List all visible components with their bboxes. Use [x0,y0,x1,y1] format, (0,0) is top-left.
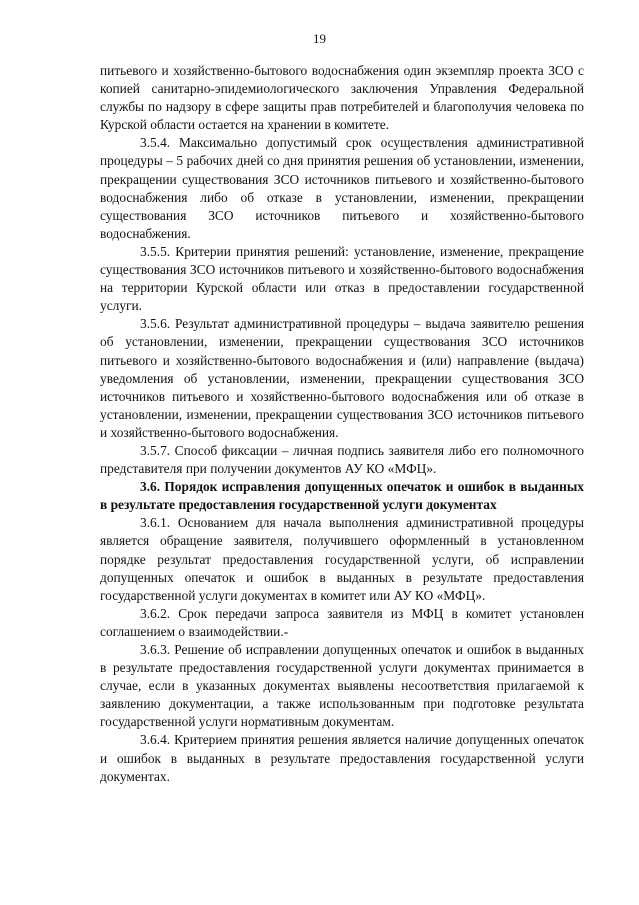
paragraph-3-5-6: 3.5.6. Результат административной процедуры – выдача заявителю решения об установлении, изменении, прекращении существования ЗСО источников питьевого и хозяйственно-бытового водоснабжения и (или) направление (выдача) уведомления об установлении, изменении, прекращении существования ЗСО источников питьевого и хозяйственно-бытового водоснабжения или об отказе в установлении, изменении, прекращении существования ЗСО источников питьевого и хозяйственно-бытового водоснабжения. [100,316,584,440]
paragraph-3-6-3: 3.6.3. Решение об исправлении допущенных опечаток и ошибок в выданных в результате предоставления государственной услуги документах принимается в случае, если в указанных документах выявлены несоответствия прилагаемой к заявлению документации, а также использованным при подготовке результата государственной услуги нормативным документам. [100,642,584,730]
section-heading-3-6: 3.6. Порядок исправления допущенных опечаток и ошибок в выданных в результате предоставления государственной услуги документах [100,479,584,513]
paragraph-3-5-5: 3.5.5. Критерии принятия решений: установление, изменение, прекращение существования ЗСО источников питьевого и хозяйственно-бытового водоснабжения на территории Курской области или отказ в предоставлении государственной услуги. [100,243,584,314]
page-number: 19 [313,31,326,46]
paragraph-3-6-4: 3.6.4. Критерием принятия решения является наличие допущенных опечаток и ошибок в выданных в результате предоставления государственной услуги документах. [100,732,584,784]
paragraph-3-5-4: 3.5.4. Максимально допустимый срок осуществления административной процедуры – 5 рабочих дней со дня принятия решения об установлении, изменении, прекращении существования ЗСО источников питьевого и хозяйственно-бытового водоснабжения либо об отказе в установлении, изменении, прекращении существования ЗСО источников питьевого и хозяйственно-бытового водоснабжения. [100,135,584,241]
paragraph-continuation: питьевого и хозяйственно-бытового водоснабжения один экземпляр проекта ЗСО с копией санитарно-эпидемиологического заключения Управления Федеральной службы по надзору в сфере защиты прав потребителей и благополучия человека по Курской области остается на хранении в комитете. [100,63,584,133]
paragraph-3-6-2: 3.6.2. Срок передачи запроса заявителя из МФЦ в комитет установлен соглашением о взаимодействии.- [100,605,584,639]
paragraph-3-6-1: 3.6.1. Основанием для начала выполнения административной процедуры является обращение заявителя, получившего оформленный в установленном порядке результат предоставления государственной услуги, об исправлении допущенных опечаток и ошибок в выданных в результате предоставления государственной услуги документах в комитет или АУ КО «МФЦ». [100,515,584,603]
document-body [100,62,584,786]
paragraph-3-5-7: 3.5.7. Способ фиксации – личная подпись заявителя либо его полномочного представителя при получении документов АУ КО «МФЦ». [100,442,584,477]
